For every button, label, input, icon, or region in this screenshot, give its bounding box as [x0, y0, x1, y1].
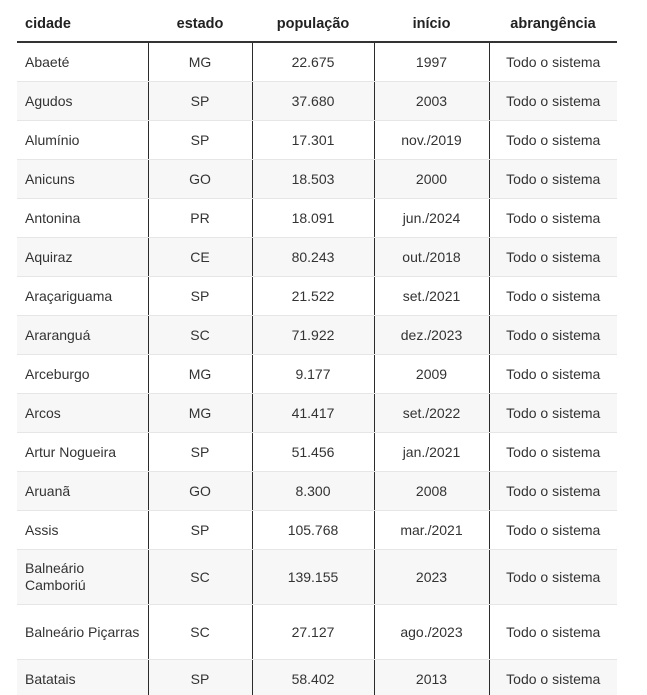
cell-abrangencia: Todo o sistema [489, 660, 617, 695]
cell-inicio: 2009 [374, 355, 489, 394]
cell-estado: CE [148, 238, 252, 277]
cell-estado: MG [148, 355, 252, 394]
table-body [17, 42, 617, 695]
cell-populacao: 17.301 [252, 121, 374, 160]
cell-populacao: 41.417 [252, 394, 374, 433]
cell-cidade: Balneário Camboriú [17, 550, 148, 605]
cell-abrangencia: Todo o sistema [489, 42, 617, 82]
cell-inicio: set./2022 [374, 394, 489, 433]
header-inicio[interactable]: início [374, 6, 489, 42]
cell-cidade: Abaeté [17, 42, 148, 82]
cell-cidade: Assis [17, 511, 148, 550]
cell-cidade: Aquiraz [17, 238, 148, 277]
table-row [17, 472, 617, 511]
table-row [17, 433, 617, 472]
cell-abrangencia: Todo o sistema [489, 121, 617, 160]
table-row [17, 550, 617, 605]
cell-estado: SP [148, 433, 252, 472]
cell-inicio: ago./2023 [374, 605, 489, 660]
cell-cidade: Araranguá [17, 316, 148, 355]
cell-inicio: jun./2024 [374, 199, 489, 238]
table-row [17, 355, 617, 394]
cell-cidade: Anicuns [17, 160, 148, 199]
cell-cidade: Arcos [17, 394, 148, 433]
cell-estado: GO [148, 472, 252, 511]
header-estado[interactable]: estado [148, 6, 252, 42]
header-row [17, 6, 617, 42]
cell-populacao: 105.768 [252, 511, 374, 550]
table-row [17, 277, 617, 316]
table-row [17, 511, 617, 550]
cell-estado: MG [148, 394, 252, 433]
cell-inicio: nov./2019 [374, 121, 489, 160]
cell-estado: SC [148, 550, 252, 605]
cell-estado: SC [148, 316, 252, 355]
cell-abrangencia: Todo o sistema [489, 199, 617, 238]
cell-estado: MG [148, 42, 252, 82]
table-header [17, 6, 617, 42]
cell-populacao: 71.922 [252, 316, 374, 355]
table-row [17, 121, 617, 160]
table-row [17, 238, 617, 277]
cell-inicio: 1997 [374, 42, 489, 82]
cell-populacao: 27.127 [252, 605, 374, 660]
header-cidade[interactable]: cidade [17, 6, 148, 42]
cell-populacao: 139.155 [252, 550, 374, 605]
cell-populacao: 37.680 [252, 82, 374, 121]
cell-cidade: Agudos [17, 82, 148, 121]
cell-populacao: 18.091 [252, 199, 374, 238]
cell-estado: SP [148, 660, 252, 695]
cell-cidade: Antonina [17, 199, 148, 238]
cell-cidade: Batatais [17, 660, 148, 695]
cell-abrangencia: Todo o sistema [489, 550, 617, 605]
cell-estado: SP [148, 121, 252, 160]
cell-abrangencia: Todo o sistema [489, 605, 617, 660]
cell-populacao: 21.522 [252, 277, 374, 316]
cell-inicio: 2013 [374, 660, 489, 695]
cell-abrangencia: Todo o sistema [489, 472, 617, 511]
cell-populacao: 22.675 [252, 42, 374, 82]
cell-cidade: Araçariguama [17, 277, 148, 316]
cell-estado: SC [148, 605, 252, 660]
cell-estado: SP [148, 82, 252, 121]
header-populacao[interactable]: população [252, 6, 374, 42]
cell-inicio: dez./2023 [374, 316, 489, 355]
cell-inicio: 2023 [374, 550, 489, 605]
cell-estado: SP [148, 511, 252, 550]
table-row [17, 42, 617, 82]
cell-cidade: Alumínio [17, 121, 148, 160]
header-abrangencia[interactable]: abrangência [489, 6, 617, 42]
cell-cidade: Arceburgo [17, 355, 148, 394]
cell-populacao: 8.300 [252, 472, 374, 511]
table-row [17, 394, 617, 433]
cell-inicio: set./2021 [374, 277, 489, 316]
cell-populacao: 9.177 [252, 355, 374, 394]
cell-abrangencia: Todo o sistema [489, 511, 617, 550]
table-row [17, 82, 617, 121]
table-row [17, 605, 617, 660]
cell-abrangencia: Todo o sistema [489, 277, 617, 316]
cell-inicio: mar./2021 [374, 511, 489, 550]
cell-abrangencia: Todo o sistema [489, 394, 617, 433]
cell-populacao: 51.456 [252, 433, 374, 472]
cell-estado: GO [148, 160, 252, 199]
cell-abrangencia: Todo o sistema [489, 160, 617, 199]
cell-abrangencia: Todo o sistema [489, 238, 617, 277]
cell-abrangencia: Todo o sistema [489, 82, 617, 121]
cell-populacao: 58.402 [252, 660, 374, 695]
cell-populacao: 18.503 [252, 160, 374, 199]
cell-cidade: Balneário Piçarras [17, 605, 148, 660]
table-row [17, 660, 617, 695]
table-row [17, 160, 617, 199]
cities-table [17, 6, 617, 695]
cell-cidade: Artur Nogueira [17, 433, 148, 472]
cell-inicio: jan./2021 [374, 433, 489, 472]
cell-abrangencia: Todo o sistema [489, 316, 617, 355]
cell-populacao: 80.243 [252, 238, 374, 277]
cell-inicio: 2000 [374, 160, 489, 199]
cell-estado: PR [148, 199, 252, 238]
cell-inicio: 2003 [374, 82, 489, 121]
cell-inicio: out./2018 [374, 238, 489, 277]
cell-abrangencia: Todo o sistema [489, 433, 617, 472]
cell-inicio: 2008 [374, 472, 489, 511]
cell-cidade: Aruanã [17, 472, 148, 511]
table-row [17, 199, 617, 238]
cell-abrangencia: Todo o sistema [489, 355, 617, 394]
table-row [17, 316, 617, 355]
cell-estado: SP [148, 277, 252, 316]
